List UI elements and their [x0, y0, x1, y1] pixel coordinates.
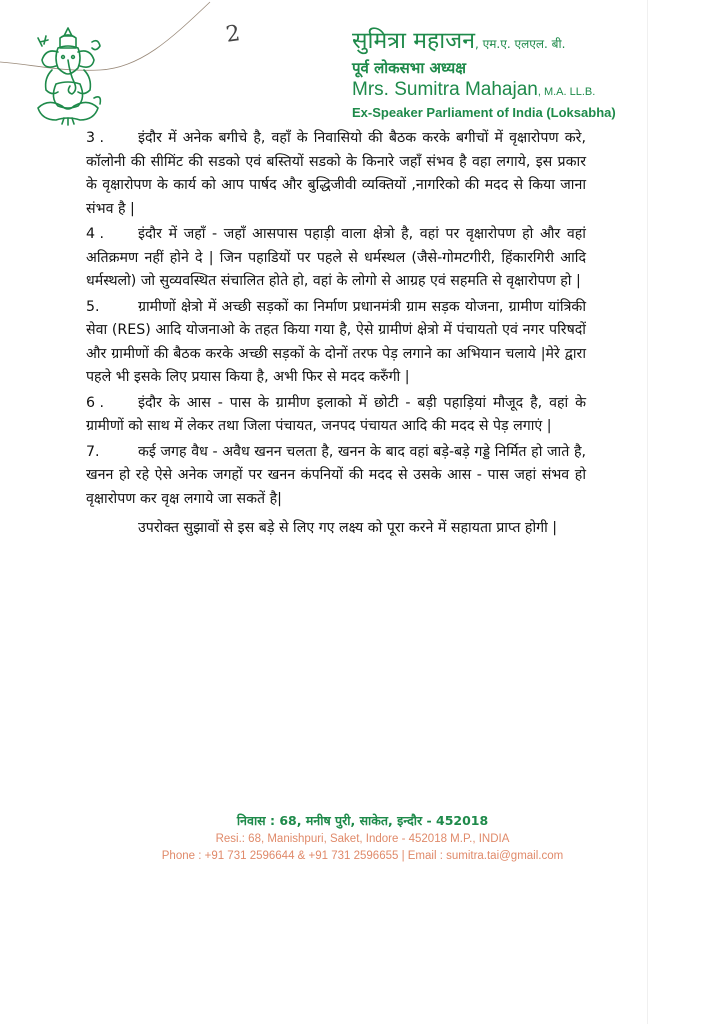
- degree-hindi: , एम.ए. एलएल. बी.: [474, 37, 566, 51]
- closing-text: उपरोक्त सुझावों से इस बड़े से लिए गए लक्ष्य को पूरा करने में सहायता प्राप्त होगी |: [138, 520, 558, 536]
- degree-english: , M.A. LL.B.: [537, 86, 596, 98]
- point-number: 3 .: [86, 130, 105, 146]
- handwritten-page-number: 2: [224, 21, 242, 48]
- point-number: 7.: [86, 443, 100, 460]
- point-text: इंदौर में जहाँ - जहाँ आसपास पहाड़ी वाला क्षेत्रो है, वहां पर वृक्षारोपण हो और वहां अतिक्रमण नहीं होने दे | जिन पहाडियों पर पहले से धर्मस्थल (जैसे-गोमटगीरी, हिंकारगिरी आदि धर्मस्थलो) जो सुव्यवस्थित संचालित होते हो, वहां के लोगो से आग्रह एवं सहमति से वृक्षारोपण हो |: [86, 226, 586, 289]
- closing-paragraph: [86, 517, 586, 541]
- paragraph-point-6: [86, 392, 586, 439]
- paragraph-point-5: [86, 296, 586, 390]
- point-text: कई जगह वैध - अवैध खनन चलता है, खनन के बाद वहां बड़े-बड़े गड्डे निर्मित हो जाते है, खनन हो रहे ऐसे अनेक जगहों पर खनन कंपनियों की मदद से उसके आस - पास जहां संभव हो वृक्षारोपण कर वृक्ष लगाये जा सकतें है|: [86, 443, 586, 507]
- footer-address-english: Resi.: 68, Manishpuri, Saket, Indore - 452018 M.P., INDIA: [215, 833, 510, 845]
- letterhead-name-english: [352, 78, 616, 104]
- letterhead-title-english: Ex-Speaker Parliament of India (Loksabha): [352, 105, 616, 120]
- paragraph-point-4: [86, 223, 586, 294]
- letter-body: [86, 127, 586, 543]
- paper-fold-line: [647, 0, 648, 1024]
- letterhead-title-hindi: पूर्व लोकसभा अध्यक्ष: [352, 59, 467, 77]
- footer-contact: Phone : +91 731 2596644 & +91 731 2596655 | Email : sumitra.tai@gmail.com: [161, 850, 564, 862]
- point-text: ग्रामीणों क्षेत्रो में अच्छी सड़कों का निर्माण प्रधानमंत्री ग्राम सड़क योजना, ग्रामीण यांत्रिकी सेवा (RES) आदि योजनाओ के तहत किया गया है, ऐसे ग्रामीणं क्षेत्रो में पंचायतो एवं नगर परिषदों और ग्रामीणों की बैठक करके अच्छी सड़कों के दोनों तरफ पेड़ लगाने का अभियान चलाये |मेरे द्वारा पहले भी इसके लिए प्रयास किया है, अभी फिर से मदद करुँगी |: [86, 298, 586, 385]
- name-hindi: सुमित्रा महाजन: [352, 28, 475, 54]
- point-number: 4 .: [86, 226, 105, 242]
- footer-address-hindi: निवास : 68, मनीष पुरी, साकेत, इन्दौर - 452018: [236, 813, 489, 828]
- point-number: 6 .: [86, 394, 105, 411]
- point-number: 5.: [86, 298, 100, 315]
- point-text: इंदौर के आस - पास के ग्रामीण इलाको में छोटी - बड़ी पहाड़ियां मौजूद है, वहां के ग्रामीणों को साथ में लेकर तथा जिला पंचायत, जनपद पंचायत आदि की मदद से पेड़ लगाएं |: [86, 394, 586, 434]
- paragraph-point-3: [86, 127, 586, 221]
- letterhead-name-hindi: [352, 28, 616, 58]
- name-english: Mrs. Sumitra Mahajan: [352, 79, 538, 100]
- point-text: इंदौर में अनेक बगीचे है, वहाँ के निवासियो की बैठक करके बगीचों में वृक्षारोपण करे, कॉलोनी की सीमिंट की सडको एवं बस्तियों सडको के किनारे जहाँ संभव है वहा लगाये, इस प्रकार के वृक्षारोपण के कार्य को आप पार्षद और बुद्धिजीवी व्यक्तियों ,नागरिको की मदद से किया जाना संभव है |: [86, 130, 586, 217]
- paragraph-point-7: [86, 441, 586, 512]
- letterhead: [352, 28, 616, 122]
- ganesha-icon: [28, 26, 108, 126]
